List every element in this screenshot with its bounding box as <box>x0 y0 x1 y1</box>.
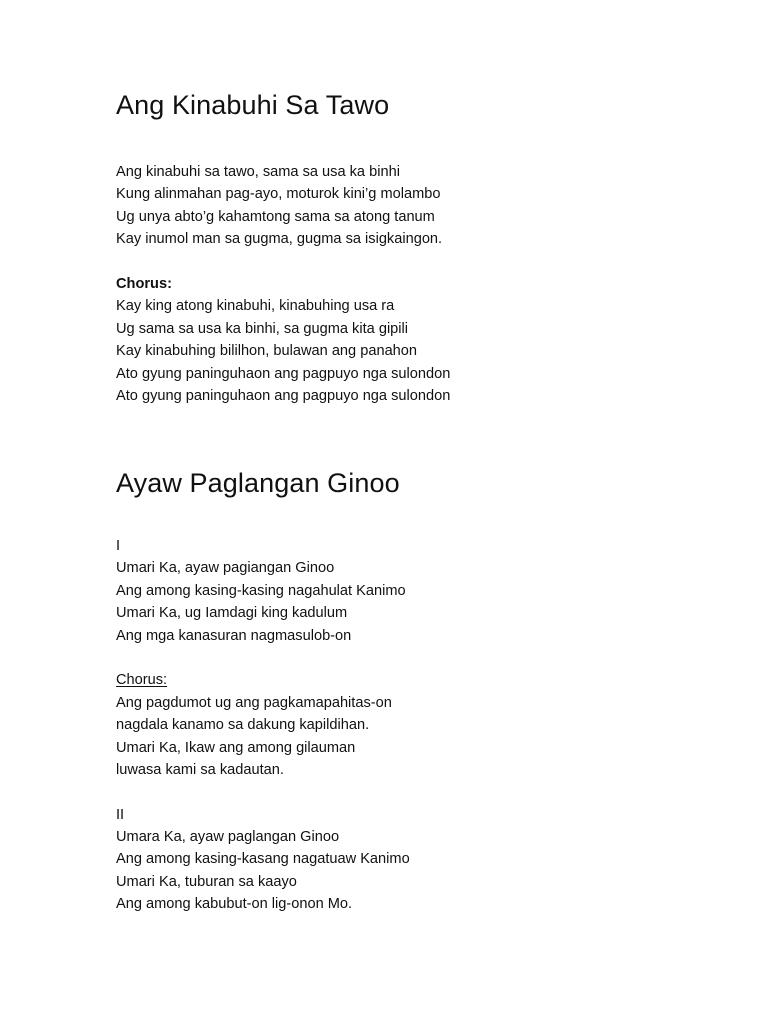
lyric-line: Kay kinabuhing bililhon, bulawan ang panahon <box>116 343 418 360</box>
lyric-line: Kay inumol man sa gugma, gugma sa isigkaingon. <box>116 231 443 248</box>
lyric-line: Kay king atong kinabuhi, kinabuhing usa ra <box>116 298 395 315</box>
chorus <box>116 669 736 781</box>
chorus-label: Chorus: <box>116 672 168 689</box>
song-2 <box>116 467 736 916</box>
lyric-line: Ug sama sa usa ka binhi, sa gugma kita gipili <box>116 320 409 337</box>
lyric-line: Umari Ka, Ikaw ang among gilauman <box>116 739 356 756</box>
lyric-line: Ang among kasing-kasing nagahulat Kanimo <box>116 582 406 599</box>
lyric-line: Umari Ka, ug Iamdagi king kadulum <box>116 605 348 622</box>
chorus-label: Chorus: <box>116 275 172 292</box>
lyric-line: Umari Ka, tuburan sa kaayo <box>116 873 297 890</box>
verse <box>116 161 736 251</box>
verse-2 <box>116 804 736 916</box>
lyric-line: Ang pagdumot ug ang pagkamapahitas-on <box>116 694 392 711</box>
lyric-line: Ang kinabuhi sa tawo, sama sa usa ka binhi <box>116 164 400 180</box>
lyric-line: Ang mga kanasuran nagmasulob-on <box>116 627 352 644</box>
lyric-line: Ang among kabubut-on lig-onon Mo. <box>116 896 353 913</box>
lyric-line: Ato gyung paninguhaon ang pagpuyo nga sulondon <box>116 387 451 404</box>
song-title: Ang Kinabuhi Sa Tawo <box>116 90 390 120</box>
verse-number: I <box>116 538 121 554</box>
chorus <box>116 273 736 407</box>
lyric-line: Ug unya abto’g kahamtong sama sa atong tanum <box>116 208 435 225</box>
verse-1 <box>116 535 736 647</box>
song-title: Ayaw Paglangan Ginoo <box>116 468 400 498</box>
lyric-line: luwasa kami sa kadautan. <box>116 761 284 778</box>
lyric-line: Kung alinmahan pag-ayo, moturok kini’g molambo <box>116 186 441 203</box>
lyric-line: Umara Ka, ayaw paglangan Ginoo <box>116 829 340 846</box>
lyric-line: nagdala kanamo sa dakung kapildihan. <box>116 717 370 734</box>
lyric-line: Ang among kasing-kasang nagatuaw Kanimo <box>116 851 410 868</box>
lyric-line: Ato gyung paninguhaon ang pagpuyo nga sulondon <box>116 365 451 382</box>
song-1 <box>116 89 736 407</box>
verse-number: II <box>116 806 125 823</box>
lyric-line: Umari Ka, ayaw pagiangan Ginoo <box>116 560 335 577</box>
